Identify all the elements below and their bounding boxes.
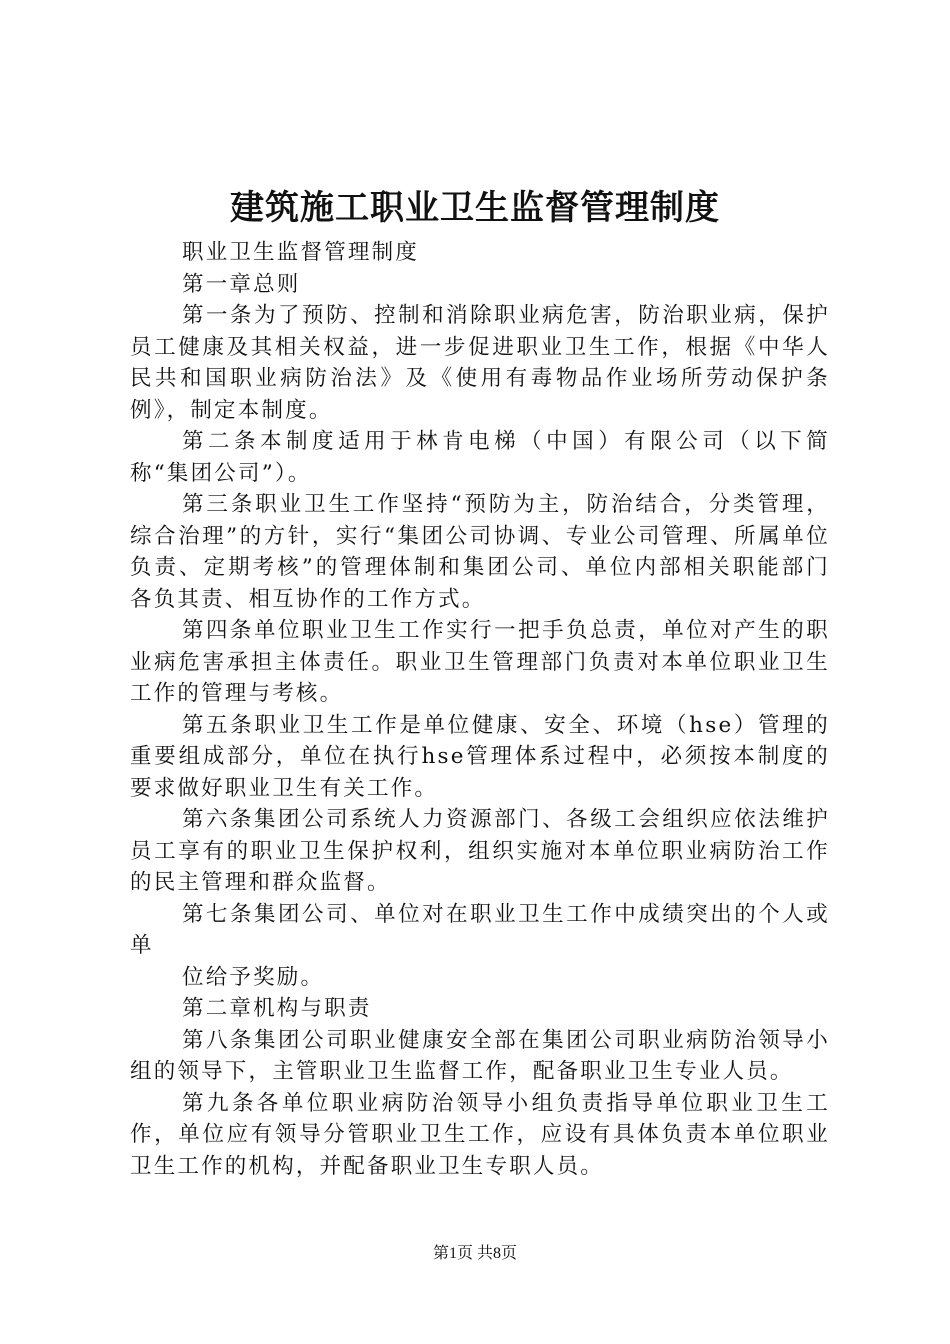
chapter-heading: 第一章总则 <box>182 271 301 297</box>
article-paragraph: 第九条各单位职业病防治领导小组负责指导单位职业卫生工作，单位应有领导分管职业卫生工作，应设有具体负责本单位职业卫生工作的机构，并配备职业卫生专职人员。 <box>130 1090 830 1179</box>
chapter-heading: 第二章机构与职责 <box>182 996 372 1021</box>
article-paragraph: 第二条本制度适用于林肯电梯（中国）有限公司（以下简称“集团公司”）。 <box>130 429 830 486</box>
article-paragraph: 第七条集团公司、单位对在职业卫生工作中成绩突出的个人或单 <box>130 901 830 958</box>
article-paragraph: 第三条职业卫生工作坚持“预防为主，防治结合，分类管理，综合治理”的方针，实行“集团公司协调、专业公司管理、所属单位负责、定期考核”的管理体制和集团公司、单位内部相关职能部门各负其责、相互协作的工作方式。 <box>130 492 830 612</box>
article-paragraph: 第八条集团公司职业健康安全部在集团公司职业病防治领导小组的领导下，主管职业卫生监督工作，配备职业卫生专业人员。 <box>130 1027 830 1084</box>
document-title: 建筑施工职业卫生监督管理制度 <box>230 188 720 228</box>
article-paragraph: 第六条集团公司系统人力资源部门、各级工会组织应依法维护员工享有的职业卫生保护权利，组织实施对本单位职业病防治工作的民主管理和群众监督。 <box>130 807 830 895</box>
article-paragraph: 第五条职业卫生工作是单位健康、安全、环境（hse）管理的重要组成部分，单位在执行hse管理体系过程中，必须按本制度的要求做好职业卫生有关工作。 <box>130 712 830 801</box>
subtitle: 职业卫生监督管理制度 <box>182 240 420 265</box>
document-body <box>130 237 830 1182</box>
article-paragraph: 第四条单位职业卫生工作实行一把手负总责，单位对产生的职业病危害承担主体责任。职业卫生管理部门负责对本单位职业卫生工作的管理与考核。 <box>130 618 830 706</box>
article-continuation: 位给予奖励。 <box>182 964 325 990</box>
page-number: 第1页 共8页 <box>432 1245 517 1262</box>
article-paragraph: 第一条为了预防、控制和消除职业病危害，防治职业病，保护员工健康及其相关权益，进一步促进职业卫生工作，根据《中华人民共和国职业病防治法》及《使用有毒物品作业场所劳动保护条例》，制定本制度。 <box>130 303 830 423</box>
